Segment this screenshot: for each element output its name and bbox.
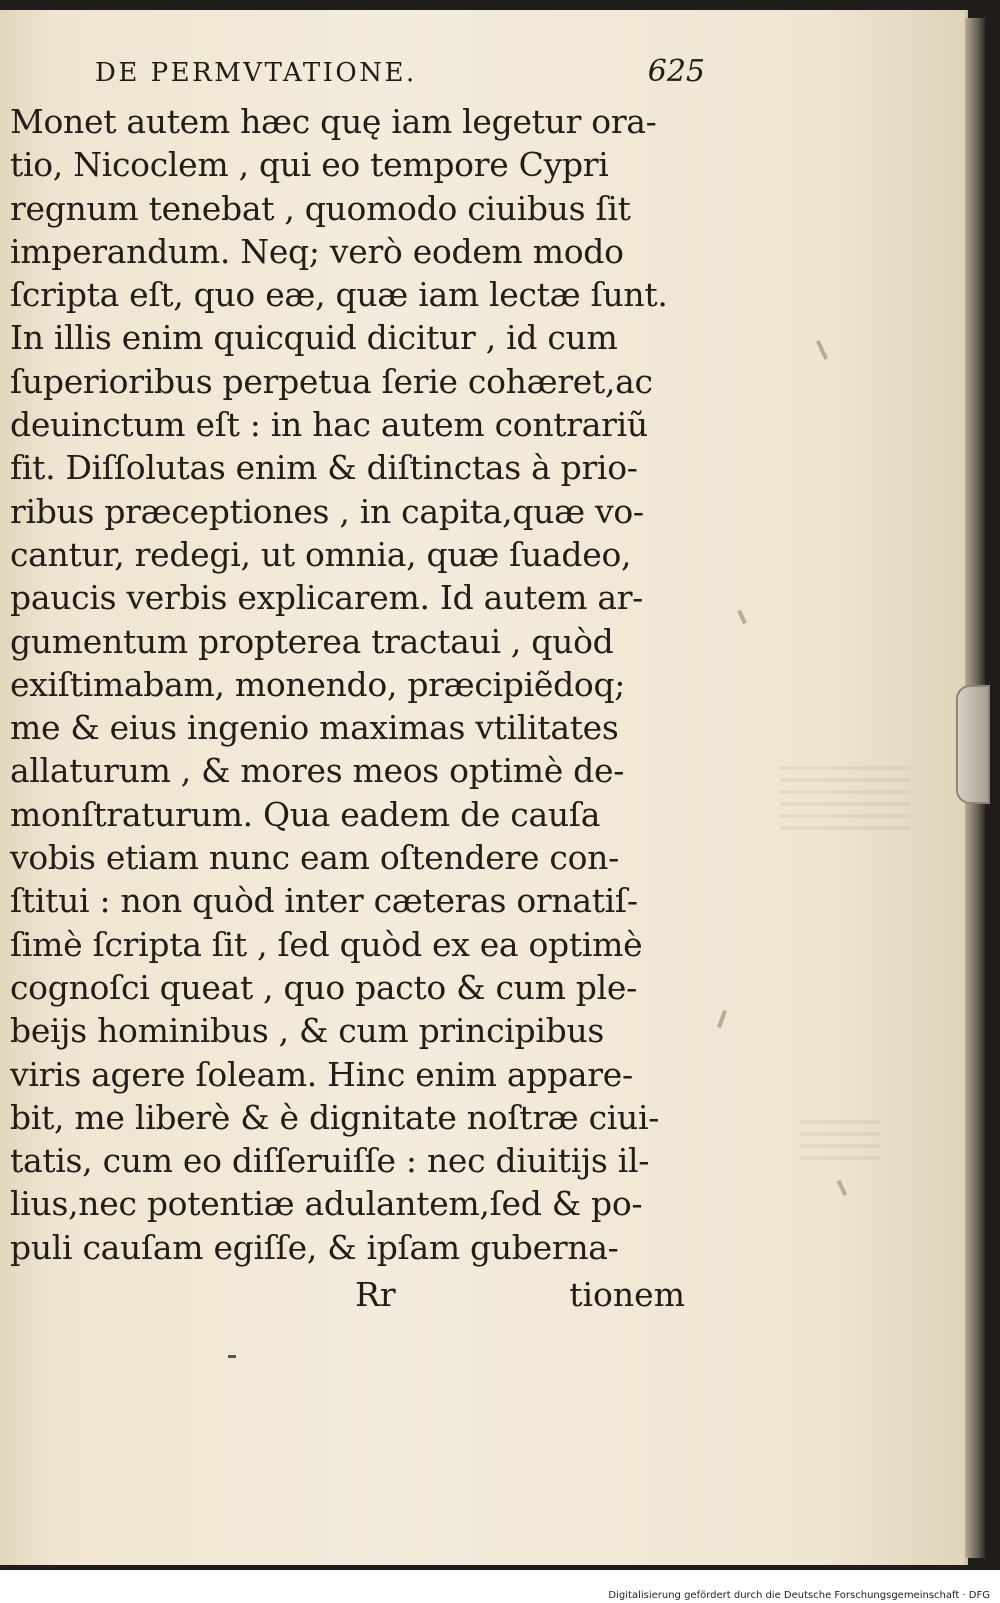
text-line: gumentum propterea tractaui , quòd — [10, 621, 614, 661]
catchword: tionem — [569, 1275, 685, 1314]
text-line: regnum tenebat , quomodo ciuibus ſit — [10, 188, 631, 228]
text-line: tio, Nicoclem , qui eo tempore Cypri — [10, 145, 609, 185]
text-line: bit, me liberè & è dignitate noſtræ ciui- — [10, 1097, 660, 1137]
text-line: paucis verbis explicarem. Id autem ar- — [10, 578, 644, 618]
text-line: exiſtimabam, monendo, præcipiẽdoq; — [10, 664, 626, 704]
text-line: me & eius ingenio maximas vtilitates — [10, 708, 619, 748]
text-line: fit. Diſſolutas enim & diſtinctas à prio- — [10, 448, 638, 488]
body-text — [10, 100, 710, 1269]
text-line: ſimè ſcripta ſit , ſed quòd ex ea optimè — [10, 924, 643, 964]
show-through — [800, 1120, 880, 1160]
text-line: monſtraturum. Qua eadem de cauſa — [10, 794, 601, 834]
text-line: tatis, cum eo diſſeruiſſe : nec diuitijs il- — [10, 1141, 650, 1181]
text-line: ſcripta eſt, quo eæ, quæ iam lectæ ſunt. — [10, 275, 668, 315]
page-clip — [956, 685, 990, 804]
text-line: ribus præceptiones , in capita,quæ vo- — [10, 491, 644, 531]
text-line: Monet autem hæc quę iam legetur ora- — [10, 102, 657, 141]
text-line: deuinctum eſt : in hac autem contrariũ — [10, 405, 648, 445]
text-line: cognoſci queat , quo pacto & cum ple- — [10, 967, 637, 1007]
text-line: imperandum. Neq; verò eodem modo — [10, 231, 624, 271]
text-line: allaturum , & mores meos optimè de- — [10, 751, 625, 791]
running-title: DE PERMVTATIONE. — [95, 58, 417, 88]
text-line: puli cauſam egiſſe, & ipſam guberna- — [10, 1227, 619, 1267]
text-line: ſtitui : non quòd inter cæteras ornatiſ- — [10, 881, 638, 921]
show-through — [780, 760, 910, 830]
text-line: beijs hominibus , & cum principibus — [10, 1011, 605, 1051]
signature-mark: Rr — [355, 1275, 396, 1314]
text-line: vobis etiam nunc eam oſtendere con- — [10, 838, 619, 878]
ink-dot — [228, 1355, 236, 1358]
text-line: ſuperioribus perpetua ſerie cohæret,ac — [10, 361, 653, 401]
page-footer — [355, 1275, 695, 1315]
page-number: 625 — [647, 54, 705, 89]
text-line: viris agere ſoleam. Hinc enim appare- — [10, 1054, 633, 1094]
text-line: lius,nec potentiæ adulantem,ſed & po- — [10, 1184, 643, 1224]
text-line: In illis enim quicquid dicitur , id cum — [10, 318, 618, 358]
digitization-credit: Digitalisierung gefördert durch die Deutsche Forschungsgemeinschaft · DFG — [608, 1590, 990, 1601]
text-line: cantur, redegi, ut omnia, quæ ſuadeo, — [10, 534, 632, 574]
page-header — [95, 54, 705, 98]
